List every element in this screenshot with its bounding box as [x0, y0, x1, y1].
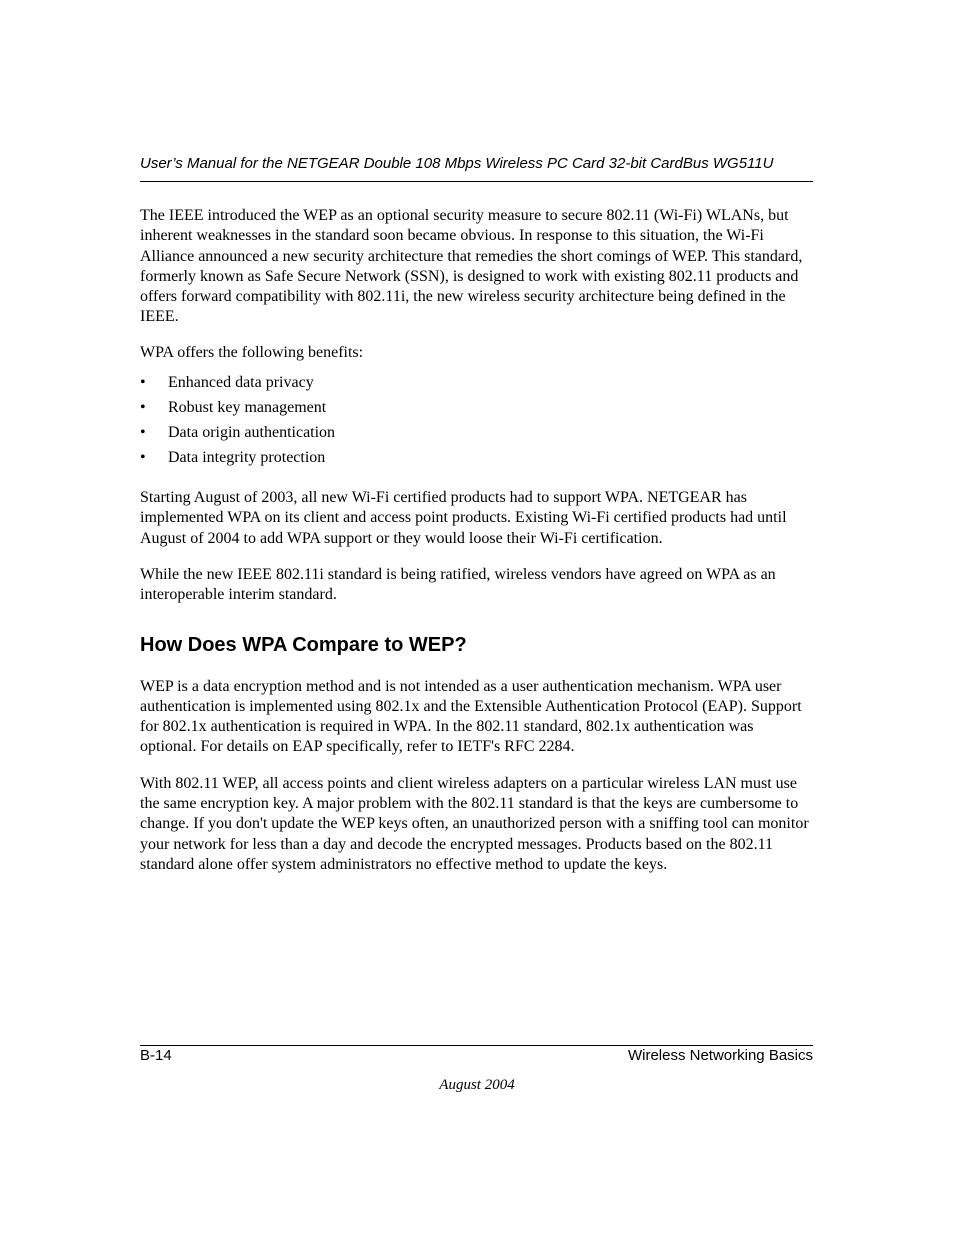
list-item [140, 423, 813, 448]
header-divider [140, 181, 813, 182]
bullet-marker: • [140, 449, 146, 467]
paragraph-wep-intro: The IEEE introduced the WEP as an optional security measure to secure 802.11 (Wi-Fi) WLANs, but inherent weaknesses in the standard soon became obvious. In response to this situation, the Wi-Fi Alliance announced a new security architecture that remedies the short comings of WEP. This standard, formerly known as Safe Secure Network (SSN), is designed to work with existing 802.11 products and offers forward compatibility with 802.11i, the new wireless security architecture being defined in the IEEE. [140, 207, 803, 326]
list-item [140, 448, 813, 473]
page-number: B-14 [140, 1047, 172, 1064]
paragraph-wep-vs-wpa: WEP is a data encryption method and is not intended as a user authentication mechanism. WPA user authentication is implemented using 802.1x and the Extensible Authentication Protocol (EAP). Support for 802.1x authentication is required in WPA. In the 802.11 standard, 802.1x authentication was optional. For details on EAP specifically, refer to IETF's RFC 2284. [140, 677, 802, 756]
bullet-marker: • [140, 374, 146, 392]
bullet-marker: • [140, 424, 146, 442]
paragraph-wpa-adoption: Starting August of 2003, all new Wi-Fi certified products had to support WPA. NETGEAR has implemented WPA on its client and access point products. Existing Wi-Fi certified products had until August of 2004 to add WPA support or they would loose their Wi-Fi certification. [140, 489, 787, 547]
running-header: User’s Manual for the NETGEAR Double 108 Mbps Wireless PC Card 32-bit CardBus WG511U [140, 155, 774, 172]
footer-date: August 2004 [439, 1077, 515, 1093]
benefits-list [140, 373, 813, 473]
paragraph-wep-key-problem: With 802.11 WEP, all access points and client wireless adapters on a particular wireless LAN must use the same encryption key. A major problem with the 802.11 standard is that the keys are cumbersome to change. If you don't update the WEP keys often, an unauthorized person with a sniffing tool can monitor your network for less than a day and decode the encrypted messages. Products based on the 802.11 standard alone offer system administrators no effective method to update the keys. [140, 774, 809, 873]
list-item [140, 373, 813, 398]
paragraph-wpa-benefits-intro: WPA offers the following benefits: [140, 343, 364, 361]
list-item [140, 398, 813, 423]
bullet-marker: • [140, 399, 146, 417]
list-item-text: Data origin authentication [168, 424, 336, 442]
section-heading: How Does WPA Compare to WEP? [140, 633, 467, 656]
list-item-text: Data integrity protection [168, 449, 326, 467]
footer-section-title: Wireless Networking Basics [627, 1047, 813, 1064]
list-item-text: Robust key management [168, 399, 327, 417]
list-item-text: Enhanced data privacy [168, 374, 314, 392]
paragraph-interim-standard: While the new IEEE 802.11i standard is being ratified, wireless vendors have agreed on WPA as an interoperable interim standard. [140, 565, 776, 604]
page-body [140, 206, 813, 875]
